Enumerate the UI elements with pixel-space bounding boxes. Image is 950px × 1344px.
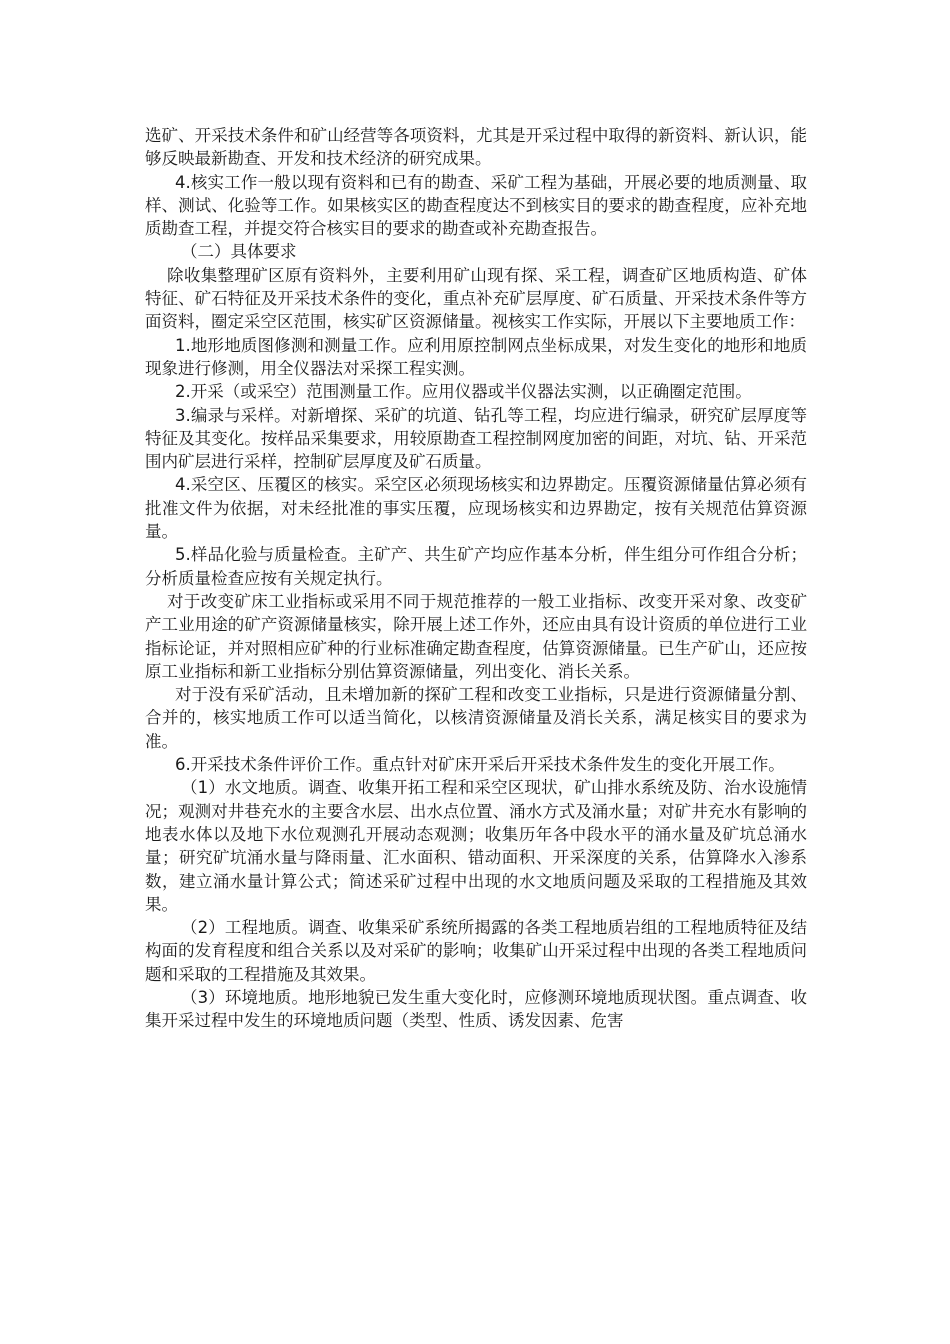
paragraph-2: 4.核实工作一般以现有资料和已有的勘查、采矿工程为基础，开展必要的地质测量、取样、测试、化验等工作。如果核实区的勘查程度达不到核实目的要求的勘查程度，应补充地质勘查工程，并提交符合核实目的要求的勘查或补充勘查报告。 (145, 172, 807, 239)
paragraph-4: 对于改变矿床工业指标或采用不同于规范推荐的一般工业指标、改变开采对象、改变矿产工业用途的矿产资源储量核实，除开展上述工作外，还应由具有设计资质的单位进行工业指标论证，并对照相应矿种的行业标准确定勘查程度，估算资源储量。已生产矿山，还应按原工业指标和新工业指标分别估算资源储量，列出变化、消长关系。 (145, 591, 807, 681)
list-item-6: 6.开采技术条件评价工作。重点针对矿床开采后开采技术条件发生的变化开展工作。 (175, 755, 785, 775)
document-body (145, 124, 807, 1033)
paragraph-1: 选矿、开采技术条件和矿山经营等各项资料，尤其是开采过程中取得的新资料、新认识，能够反映最新勘查、开发和技术经济的研究成果。 (145, 126, 807, 169)
paragraph-5: 对于没有采矿活动，且未增加新的探矿工程和改变工业指标，只是进行资源储量分割、合并的，核实地质工作可以适当简化，以核清资源储量及消长关系，满足核实目的要求为准。 (145, 685, 807, 751)
sub-item-1: （1）水文地质。调查、收集开拓工程和采空区现状，矿山排水系统及防、治水设施情况；观测对井巷充水的主要含水层、出水点位置、涌水方式及涌水量；对矿井充水有影响的地表水体以及地下水位观测孔开展动态观测；收集历年各中段水平的涌水量及矿坑总涌水量；研究矿坑涌水量与降雨量、汇水面积、错动面积、开采深度的关系，估算降水入渗系数，建立涌水量计算公式；简述采矿过程中出现的水文地质问题及采取的工程措施及其效果。 (145, 778, 807, 914)
sub-item-3: （3）环境地质。地形地貌已发生重大变化时，应修测环境地质现状图。重点调查、收集开采过程中发生的环境地质问题（类型、性质、诱发因素、危害 (145, 987, 807, 1031)
sub-item-2: （2）工程地质。调查、收集采矿系统所揭露的各类工程地质岩组的工程地质特征及结构面的发育程度和组合关系以及对采矿的影响；收集矿山开采过程中出现的各类工程地质问题和采取的工程措施及其效果。 (145, 918, 807, 984)
section-heading: （二）具体要求 (181, 242, 297, 262)
list-item-2: 2.开采（或采空）范围测量工作。应用仪器或半仪器法实测，以正确圈定范围。 (175, 382, 752, 402)
list-item-5: 5.样品化验与质量检查。主矿产、共生矿产均应作基本分析，伴生组分可作组合分析；分析质量检查应按有关规定执行。 (145, 545, 807, 588)
list-item-4: 4.采空区、压覆区的核实。采空区必须现场核实和边界勘定。压覆资源储量估算必须有批准文件为依据，对未经批准的事实压覆，应现场核实和边界勘定，按有关规范估算资源量。 (145, 475, 807, 542)
list-item-1: 1.地形地质图修测和测量工作。应利用原控制网点坐标成果，对发生变化的地形和地质现象进行修测，用全仪器法对采探工程实测。 (145, 335, 807, 378)
list-item-3: 3.编录与采样。对新增探、采矿的坑道、钻孔等工程，均应进行编录，研究矿层厚度等特征及其变化。按样品采集要求，用较原勘查工程控制网度加密的间距，对坑、钻、开采范围内矿层进行采样，控制矿层厚度及矿石质量。 (145, 405, 807, 472)
paragraph-3: 除收集整理矿区原有资料外，主要利用矿山现有探、采工程，调查矿区地质构造、矿体特征、矿石特征及开采技术条件的变化，重点补充矿层厚度、矿石质量、开采技术条件等方面资料，圈定采空区范围，核实矿区资源储量。视核实工作实际，开展以下主要地质工作： (145, 265, 807, 332)
